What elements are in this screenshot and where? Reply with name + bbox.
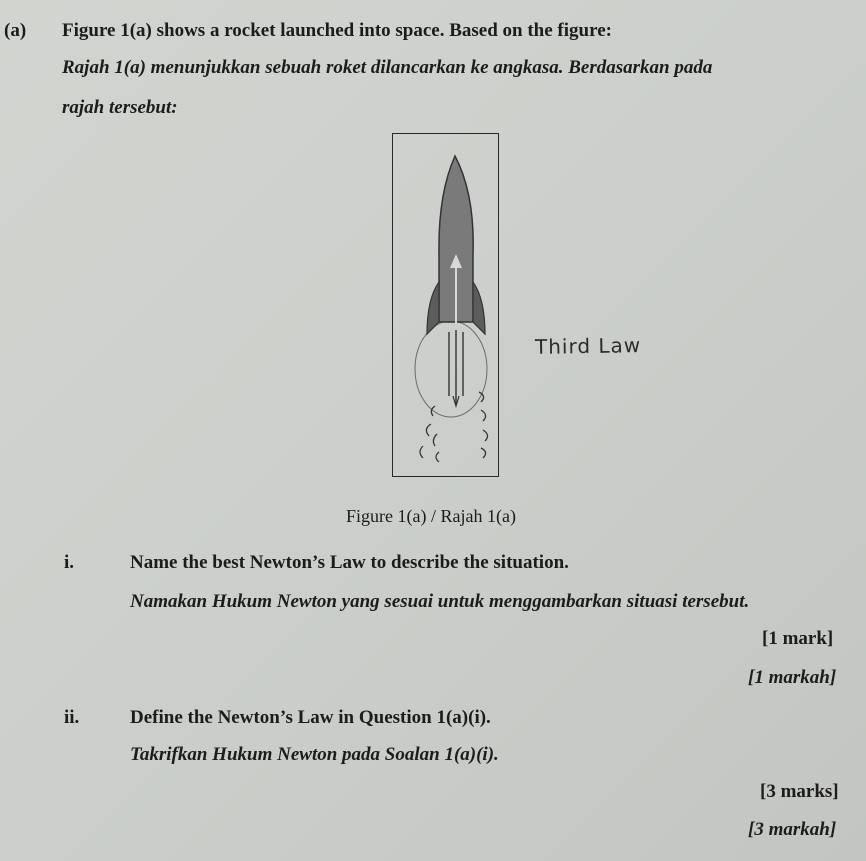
question-intro-ms-line1: Rajah 1(a) menunjukkan sebuah roket dilancarkan ke angkasa. Berdasarkan pada	[62, 57, 713, 78]
rocket-illustration	[393, 134, 498, 476]
part-i-question-en: Name the best Newton’s Law to describe the situation.	[130, 552, 569, 573]
question-intro-en: Figure 1(a) shows a rocket launched into space. Based on the figure:	[62, 20, 612, 41]
question-label: (a)	[4, 20, 27, 41]
handwritten-answer: Third Law	[534, 333, 642, 359]
part-i-marks-ms: [1 markah]	[748, 667, 837, 688]
part-i-marks-en: [1 mark]	[762, 628, 834, 649]
rocket-figure	[392, 133, 499, 477]
part-ii-marks-ms: [3 markah]	[748, 819, 837, 840]
part-ii-number: ii.	[64, 707, 80, 728]
part-i-question-ms: Namakan Hukum Newton yang sesuai untuk menggambarkan situasi tersebut.	[130, 591, 750, 612]
part-ii-marks-en: [3 marks]	[760, 781, 839, 802]
part-i-number: i.	[64, 552, 75, 573]
question-intro-ms-line2: rajah tersebut:	[62, 97, 178, 118]
figure-caption: Figure 1(a) / Rajah 1(a)	[346, 506, 516, 526]
part-ii-question-en: Define the Newton’s Law in Question 1(a)(i).	[130, 707, 491, 728]
part-ii-question-ms: Takrifkan Hukum Newton pada Soalan 1(a)(i).	[130, 744, 499, 765]
